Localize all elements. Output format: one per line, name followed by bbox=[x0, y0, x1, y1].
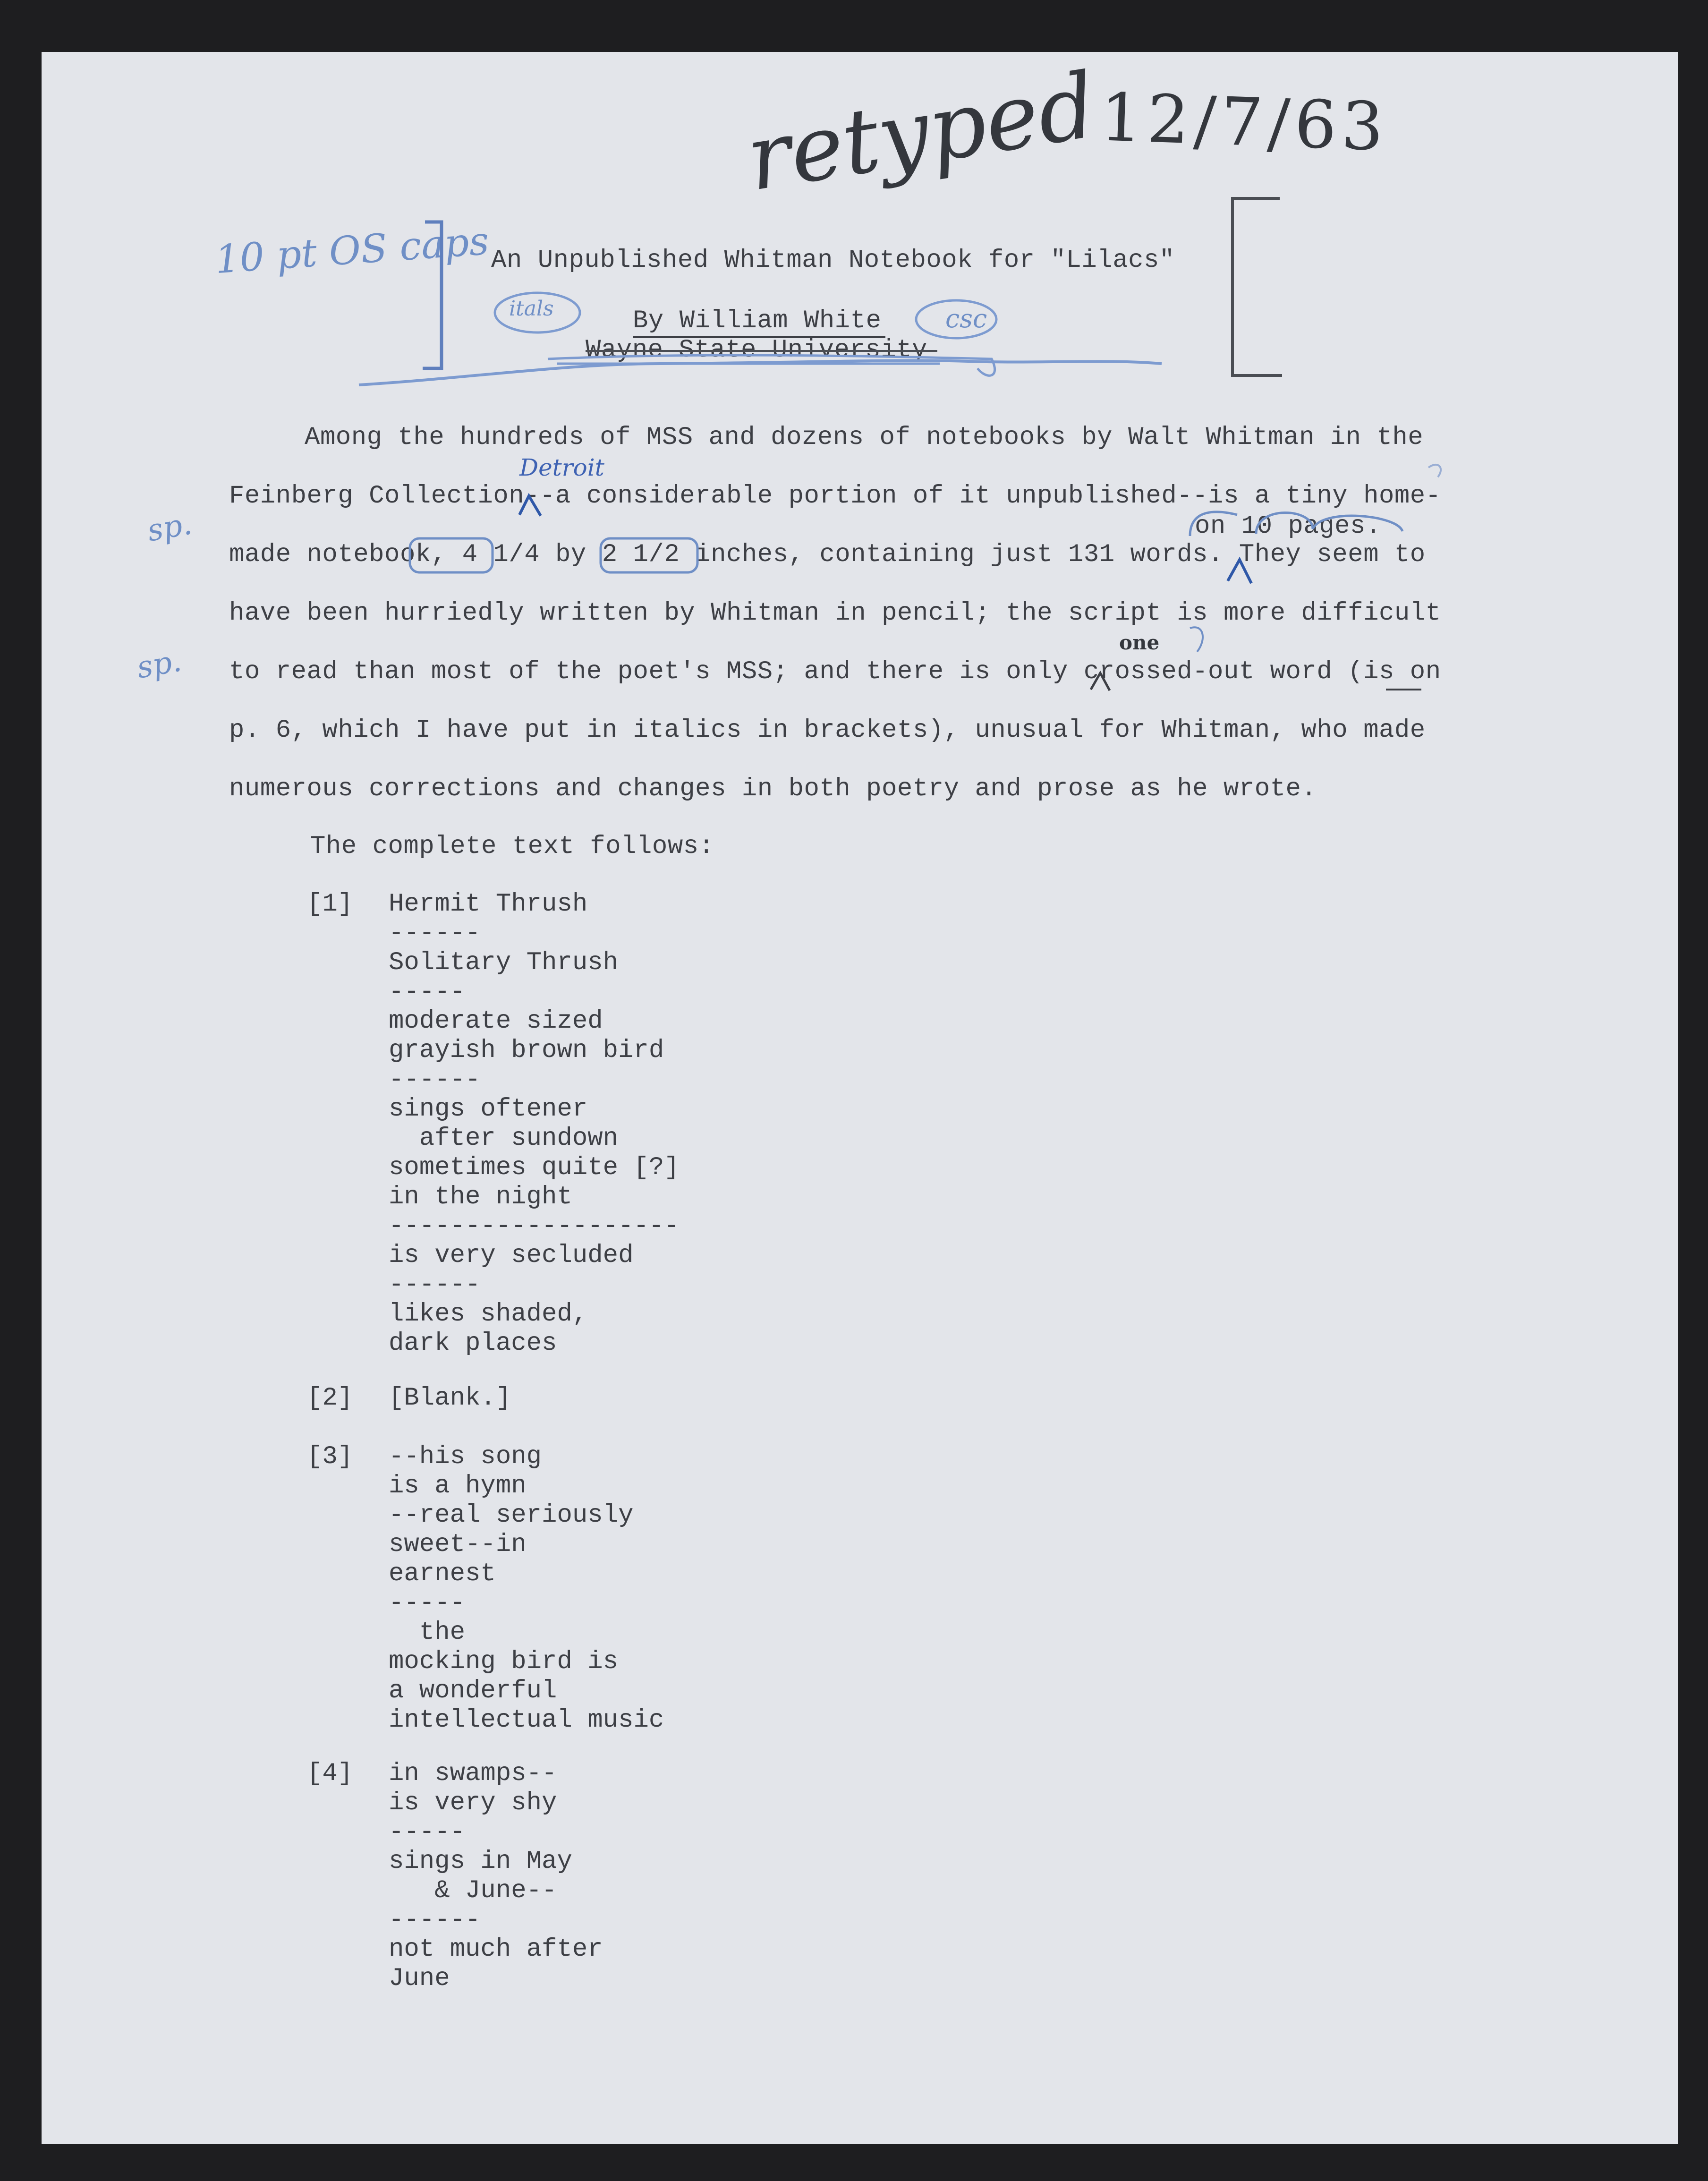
notebook-line: in swamps-- bbox=[389, 1759, 557, 1788]
notebook-line: --real seriously bbox=[389, 1501, 634, 1530]
notebook-line: intellectual music bbox=[389, 1706, 664, 1735]
notebook-line: & June-- bbox=[389, 1876, 557, 1905]
intro-line: The complete text follows: bbox=[310, 832, 714, 861]
body-line-6: p. 6, which I have put in italics in brackets), unusual for Whitman, who made bbox=[229, 716, 1426, 745]
date-note: 12/7/63 bbox=[1099, 79, 1390, 166]
notebook-line: Hermit Thrush bbox=[389, 890, 588, 919]
notebook-line: in the night bbox=[389, 1183, 572, 1211]
notebook-line: is a hymn bbox=[389, 1472, 527, 1500]
notebook-line: sweet--in bbox=[389, 1530, 527, 1559]
notebook-line: ------------------- bbox=[389, 1212, 680, 1241]
body-line-1: Among the hundreds of MSS and dozens of notebooks by Walt Whitman in the bbox=[305, 423, 1424, 452]
notebook-line: is very secluded bbox=[389, 1241, 634, 1270]
body-line-4: have been hurriedly written by Whitman in pencil; the script is more difficult bbox=[229, 599, 1441, 628]
notebook-line: dark places bbox=[389, 1329, 557, 1358]
on-10-pages-insertion: on 10 pages. bbox=[1195, 512, 1381, 541]
notebook-line: moderate sized bbox=[389, 1007, 603, 1036]
body-line-7: numerous corrections and changes in both poetry and prose as he wrote. bbox=[229, 775, 1317, 803]
page-marker-2: [2] bbox=[307, 1384, 353, 1413]
notebook-line: --his song bbox=[389, 1442, 542, 1471]
notebook-line: sings oftener bbox=[389, 1095, 588, 1124]
page-marker-4: [4] bbox=[307, 1759, 353, 1788]
byline: By William White bbox=[633, 307, 882, 335]
notebook-line: earnest bbox=[389, 1559, 496, 1588]
notebook-line: ------ bbox=[389, 1270, 481, 1299]
notebook-line: not much after bbox=[389, 1935, 603, 1964]
font-note: 10 pt OS caps bbox=[213, 218, 491, 283]
notebook-line: after sundown bbox=[389, 1124, 619, 1153]
notebook-line: likes shaded, bbox=[389, 1300, 588, 1329]
retyped-note: retyped bbox=[740, 53, 1103, 211]
page-marker-1: [1] bbox=[307, 890, 353, 919]
notebook-line: a wonderful bbox=[389, 1677, 557, 1705]
body-line-3: made notebook, 4 1/4 by 2 1/2 inches, containing just 131 words. They seem to bbox=[229, 540, 1426, 569]
notebook-line: ----- bbox=[389, 978, 466, 1006]
detroit-insertion: Detroit bbox=[519, 454, 604, 481]
sp-margin-note-2: sp. bbox=[134, 643, 184, 686]
notebook-line: sings in May bbox=[389, 1847, 572, 1876]
sp-margin-note-1: sp. bbox=[144, 506, 195, 549]
notebook-line: grayish brown bird bbox=[389, 1036, 664, 1065]
notebook-line: ----- bbox=[389, 1589, 466, 1618]
one-insertion: one bbox=[1119, 631, 1160, 654]
affiliation: Wayne State University bbox=[586, 336, 927, 365]
notebook-line: mocking bird is bbox=[389, 1647, 619, 1676]
notebook-line: sometimes quite [?] bbox=[389, 1153, 680, 1182]
notebook-line: [Blank.] bbox=[389, 1384, 511, 1413]
notebook-line: ------ bbox=[389, 1065, 481, 1094]
article-title: An Unpublished Whitman Notebook for "Lilacs" bbox=[491, 246, 1175, 275]
body-line-5: to read than most of the poet's MSS; and there is only crossed-out word (is on bbox=[229, 657, 1441, 686]
notebook-line: the bbox=[389, 1618, 466, 1647]
notebook-line: ------ bbox=[389, 919, 481, 948]
notebook-line: Solitary Thrush bbox=[389, 948, 619, 977]
page-marker-3: [3] bbox=[307, 1442, 353, 1471]
notebook-line: ----- bbox=[389, 1818, 466, 1847]
body-line-2: Feinberg Collection--a considerable portion of it unpublished--is a tiny home- bbox=[229, 482, 1441, 511]
notebook-line: ------ bbox=[389, 1906, 481, 1934]
notebook-line: June bbox=[389, 1964, 450, 1993]
notebook-line: is very shy bbox=[389, 1789, 557, 1817]
itals-note: itals bbox=[509, 297, 554, 321]
csc-note: csc bbox=[945, 304, 987, 333]
